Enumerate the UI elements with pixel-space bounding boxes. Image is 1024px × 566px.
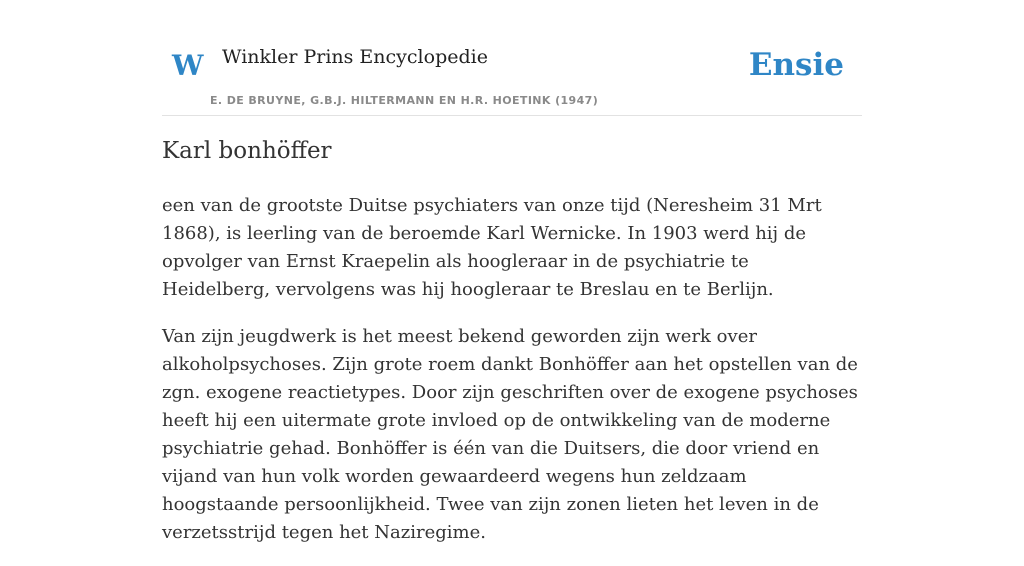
page-container	[162, 0, 862, 543]
source-authors: E. DE BRUYNE, G.B.J. HILTERMANN EN H.R. HOETINK (1947)	[210, 94, 599, 107]
source-header	[162, 0, 862, 116]
article-body	[162, 192, 862, 566]
article-paragraph: een van de grootste Duitse psychiaters van onze tijd (Neresheim 31 Mrt 1868), is leerling van de beroemde Karl Wernicke. In 1903 werd hij de opvolger van Ernst Kraepelin als hoogleraar in de psychiatrie te Heidelberg, vervolgens was hij hoogleraar te Breslau en te Berlijn.	[162, 195, 822, 300]
ensie-logo-link[interactable]: Ensie	[748, 47, 844, 83]
source-title[interactable]: Winkler Prins Encyclopedie	[222, 46, 488, 68]
article-title: Karl bonhöffer	[162, 138, 332, 164]
winkler-prins-logo[interactable]: W	[172, 49, 204, 82]
article-paragraph: Van zijn jeugdwerk is het meest bekend geworden zijn werk over alkoholpsychoses. Zijn grote roem dankt Bonhöffer aan het opstellen van de zgn. exogene reactietypes. Door zijn geschriften over de exogene psychoses heeft hij een uitermate grote invloed op de ontwikkeling van de moderne psychiatrie gehad. Bonhöffer is één van die Duitsers, die door vriend en vijand van hun volk worden gewaardeerd wegens hun zeldzaam hoogstaande persoonlijkheid. Twee van zijn zonen lieten het leven in de verzetsstrijd tegen het Naziregime.	[162, 326, 858, 543]
